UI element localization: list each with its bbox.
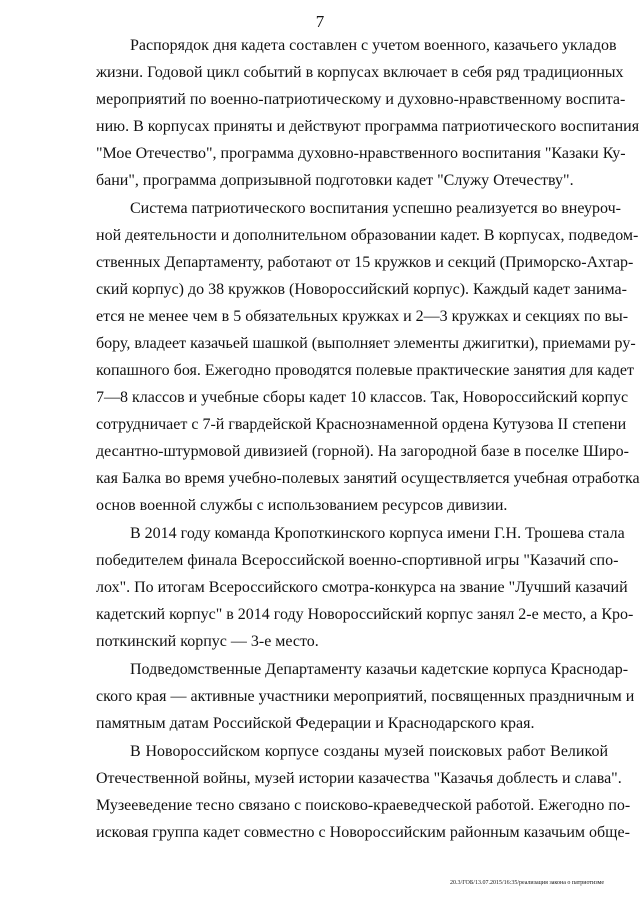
- page-number: 7: [315, 12, 325, 31]
- paragraph-4-line-3: памятным датам Российской Федерации и Краснодарского края.: [96, 715, 535, 732]
- paragraph-2-line-10: десантно-штурмовой дивизией (горной). На загородной базе в поселке Широ-: [96, 443, 629, 460]
- paragraph-2-line-9: сотрудничает с 7-й гвардейской Краснознаменной ордена Кутузова II степени: [96, 416, 627, 433]
- paragraph-1-line-1: Распорядок дня кадета составлен с учетом военного, казачьего укладов: [130, 37, 617, 54]
- paragraph-4-line-1: Подведомственные Департаменту казачьи кадетские корпуса Краснодар-: [130, 661, 629, 678]
- paragraph-2-line-7: копашного боя. Ежегодно проводятся полевые практические занятия для кадет: [96, 362, 635, 379]
- paragraph-5-line-3: Музееведение тесно связано с поисково-краеведческой работой. Ежегодно по-: [96, 797, 631, 814]
- paragraph-2-line-2: ной деятельности и дополнительном образовании кадет. В корпусах, подведом-: [96, 227, 639, 244]
- paragraph-1-line-4: нию. В корпусах приняты и действуют программа патриотического воспитания: [96, 118, 640, 135]
- paragraph-5-line-4: исковая группа кадет совместно с Новороссийским районным казачьим обще-: [96, 824, 630, 841]
- paragraph-3-line-3: лох". По итогам Всероссийского смотра-конкурса на звание "Лучший казачий: [96, 579, 628, 596]
- paragraph-2-line-1: Система патриотического воспитания успешно реализуется во внеуроч-: [130, 200, 621, 217]
- paragraph-4-line-2: ского края — активные участники мероприятий, посвященных праздничным и: [96, 688, 635, 705]
- paragraph-2-line-11: кая Балка во время учебно-полевых занятий осуществляется учебная отработка: [96, 470, 640, 487]
- paragraph-2-line-4: ский корпус) до 38 кружков (Новороссийский корпус). Каждый кадет занима-: [96, 281, 627, 298]
- paragraph-1-line-6: бани", программа допризывной подготовки кадет "Служу Отечеству".: [96, 172, 574, 189]
- paragraph-1-line-3: мероприятий по военно-патриотическому и духовно-нравственному воспита-: [96, 91, 626, 108]
- paragraph-1-line-2: жизни. Годовой цикл событий в корпусах включает в себя ряд традиционных: [96, 64, 624, 81]
- paragraph-2-line-8: 7—8 классов и учебные сборы кадет 10 классов. Так, Новороссийский корпус: [96, 389, 629, 406]
- document-footer-stamp: 20.3/ГОБ/13.07.2015/16:35/реализация закона о патриотизме: [450, 880, 604, 886]
- paragraph-3-line-1: В 2014 году команда Кропоткинского корпуса имени Г.Н. Трошева стала: [130, 525, 625, 542]
- paragraph-3-line-5: поткинский корпус — 3-е место.: [96, 633, 319, 650]
- paragraph-2-line-12: основ военной службы с использованием ресурсов дивизии.: [96, 497, 508, 514]
- paragraph-3-line-4: кадетский корпус" в 2014 году Новороссийский корпус занял 2-е место, а Кро-: [96, 606, 634, 623]
- paragraph-2-line-6: бору, владеет казачьей шашкой (выполняет элементы джигитки), приемами ру-: [96, 335, 636, 352]
- paragraph-3-line-2: победителем финала Всероссийской военно-спортивной игры "Казачий спо-: [96, 552, 619, 569]
- paragraph-1-line-5: "Мое Отечество", программа духовно-нравственного воспитания "Казаки Ку-: [96, 145, 626, 162]
- paragraph-5-line-2: Отечественной войны, музей истории казачества "Казачья доблесть и слава".: [96, 770, 622, 787]
- paragraph-2-line-5: ется не менее чем в 5 обязательных кружках и 2—3 кружках и секциях по вы-: [96, 308, 629, 325]
- paragraph-5-line-1: В Новороссийском корпусе созданы музей поисковых работ Великой: [130, 743, 608, 760]
- paragraph-2-line-3: ственных Департаменту, работают от 15 кружков и секций (Приморско-Ахтар-: [96, 254, 634, 271]
